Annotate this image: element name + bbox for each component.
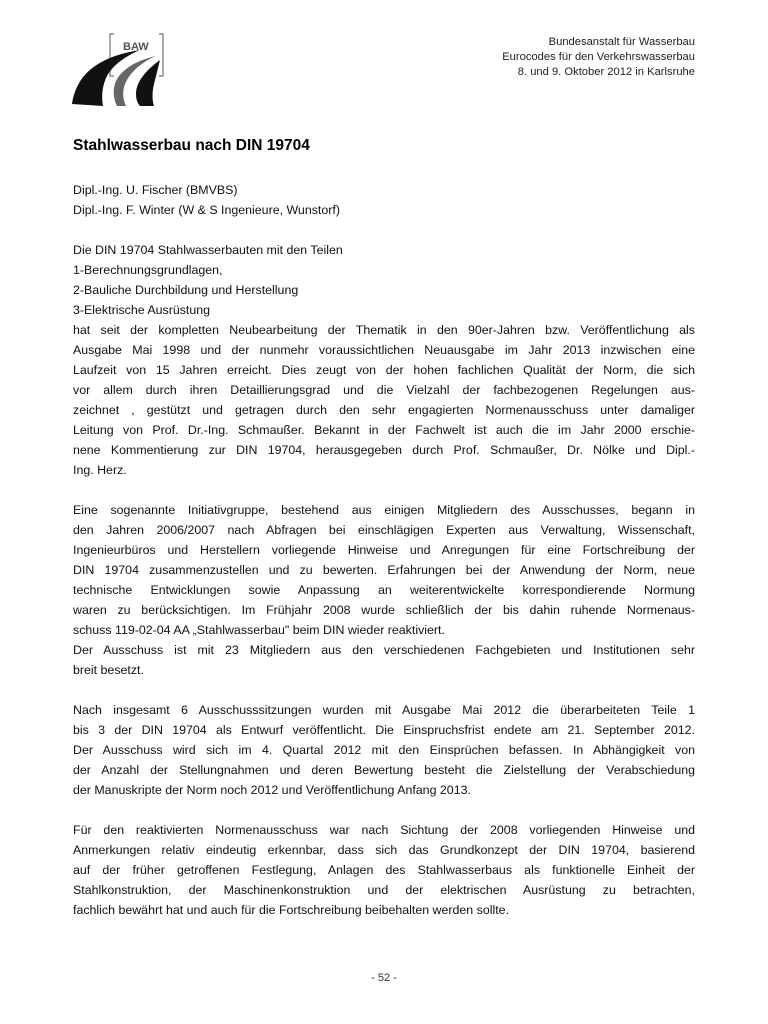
paragraph-1 bbox=[73, 240, 695, 480]
text-line: fachlich bewährt hat und auch für die Fortschreibung beibehalten werden sollte. bbox=[73, 903, 510, 917]
text-line: 1-Berechnungsgrundlagen, bbox=[73, 263, 223, 277]
baw-logo-graphic bbox=[70, 30, 170, 110]
text-line: Für den reaktivierten Normenausschuss war nach Sichtung der 2008 vorliegenden Hinweise und bbox=[73, 823, 695, 837]
paragraph-4 bbox=[73, 820, 695, 920]
text-line: Leitung von Prof. Dr.-Ing. Schmaußer. Bekannt in der Fachwelt ist auch die im Jahr 2000 erschie- bbox=[73, 423, 695, 437]
text-line: Laufzeit von 15 Jahren erreicht. Dies zeugt von der hohen fachlichen Qualität der Norm, die sich bbox=[73, 363, 695, 377]
header-date-location: 8. und 9. Oktober 2012 in Karlsruhe bbox=[517, 66, 695, 78]
text-line: bis 3 der DIN 19704 als Entwurf veröffentlicht. Die Einspruchsfrist endete am 21. September 2012. bbox=[73, 723, 695, 737]
text-line: waren zu berücksichtigen. Im Frühjahr 2008 wurde schließlich der bis dahin ruhende Normenaus- bbox=[73, 603, 695, 617]
text-line: nene Kommentierung zur DIN 19704, herausgegeben durch Prof. Schmaußer, Dr. Nölke und Dipl.- bbox=[73, 443, 695, 457]
text-line: 2-Bauliche Durchbildung und Herstellung bbox=[73, 283, 299, 297]
text-line: Ingenieurbüros und Herstellern vorliegende Hinweise und Anregungen für eine Fortschreibung der bbox=[73, 543, 695, 557]
text-line: Anmerkungen relativ eindeutig erkennbar, dass sich das Grundkonzept der DIN 19704, basierend bbox=[73, 843, 695, 857]
text-line: Ausgabe Mai 1998 und der nunmehr voraussichtlichen Neuausgabe im Jahr 2013 inzwischen eine bbox=[73, 343, 695, 357]
page-number: - 52 - bbox=[371, 972, 397, 984]
text-line: Eine sogenannte Initiativgruppe, bestehend aus einigen Mitgliedern des Ausschusses, begann in bbox=[73, 503, 695, 517]
text-line: Der Ausschuss wird sich im 4. Quartal 2012 mit den Einsprüchen befassen. In Abhängigkeit von bbox=[73, 743, 695, 757]
text-line: den Jahren 2006/2007 nach Abfragen bei einschlägigen Experten aus Verwaltung, Wissenschaft, bbox=[73, 523, 695, 537]
document-body bbox=[73, 180, 695, 920]
text-line: 3-Elektrische Ausrüstung bbox=[73, 303, 211, 317]
text-line: Der Ausschuss ist mit 23 Mitgliedern aus den verschiedenen Fachgebieten und Institutionen sehr bbox=[73, 643, 695, 657]
baw-logo-text: BAW bbox=[123, 41, 149, 53]
text-line: schuss 119-02-04 AA „Stahlwasserbau" beim DIN wieder reaktiviert. bbox=[73, 623, 445, 637]
text-line: breit besetzt. bbox=[73, 663, 144, 677]
text-line: hat seit der kompletten Neubearbeitung der Thematik in den 90er-Jahren bzw. Veröffentlichung als bbox=[73, 323, 695, 337]
text-line: der Manuskripte der Norm noch 2012 und Veröffentlichung Anfang 2013. bbox=[73, 783, 471, 797]
text-line: auf der früher getroffenen Festlegung, Anlagen des Stahlwasserbaus als funktionelle Einheit der bbox=[73, 863, 695, 877]
baw-logo bbox=[70, 30, 170, 110]
text-line: vor allem durch ihren Detaillierungsgrad und die Vielzahl der fachbezogenen Regelungen aus- bbox=[73, 383, 695, 397]
header-event: Eurocodes für den Verkehrswasserbau bbox=[502, 51, 695, 63]
text-line: Nach insgesamt 6 Ausschusssitzungen wurden mit Ausgabe Mai 2012 die überarbeiteten Teile 1 bbox=[73, 703, 695, 717]
text-line: DIN 19704 zusammenzustellen und zu bewerten. Erfahrungen bei der Anwendung der Norm, neue bbox=[73, 563, 695, 577]
text-line: der Anzahl der Stellungnahmen und deren Bewertung besteht die Zielstellung der Verabschiedung bbox=[73, 763, 695, 777]
text-line: technische Entwicklungen sowie Anpassung an weiterentwickelte korrespondierende Normung bbox=[73, 583, 695, 597]
text-line: zeichnet , gestützt und getragen durch den sehr engagierten Normenausschuss unter damaliger bbox=[73, 403, 695, 417]
paragraph-2 bbox=[73, 500, 695, 680]
page-header bbox=[502, 35, 695, 80]
page-title: Stahlwasserbau nach DIN 19704 bbox=[73, 137, 310, 154]
header-institution: Bundesanstalt für Wasserbau bbox=[548, 36, 695, 48]
text-line: Ing. Herz. bbox=[73, 463, 127, 477]
author-line: Dipl.-Ing. F. Winter (W & S Ingenieure, Wunstorf) bbox=[73, 203, 340, 217]
author-line: Dipl.-Ing. U. Fischer (BMVBS) bbox=[73, 183, 238, 197]
text-line: Die DIN 19704 Stahlwasserbauten mit den Teilen bbox=[73, 243, 343, 257]
paragraph-3 bbox=[73, 700, 695, 800]
text-line: Stahlkonstruktion, der Maschinenkonstruktion und der elektrischen Ausrüstung zu betrachten, bbox=[73, 883, 695, 897]
